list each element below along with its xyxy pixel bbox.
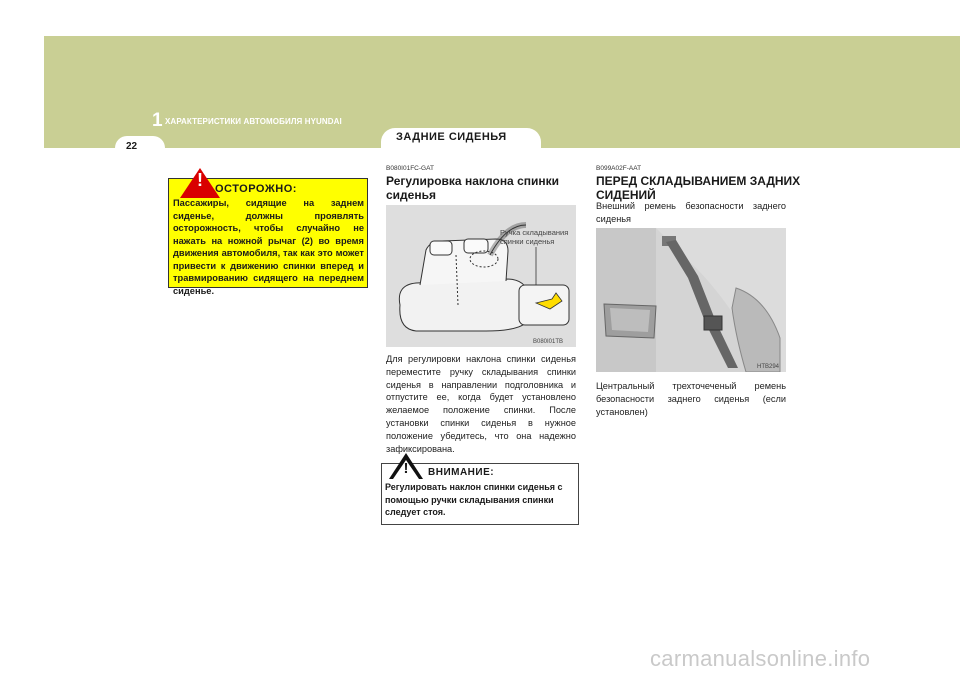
section-heading-line2: сиденья [386, 188, 436, 202]
chapter-number: 1 [152, 110, 163, 131]
section-intro-2: Внешний ремень безопасности заднего сиденья [596, 201, 786, 224]
rear-seat-illustration [386, 205, 576, 347]
figure-callout-line2: спинки сиденья [500, 237, 555, 246]
section-heading-2-line2: СИДЕНИЙ [596, 188, 656, 202]
warning-text: Пассажиры, сидящие на заднем сиденье, должны проявлять осторожность, чтобы случайно не нажать на ножной рычаг (2) во время движения автомобиля, так как это может привести к движению спинки вперед и травмированию сидящего на переднем сиденье. [173, 198, 364, 296]
notice-title: ВНИМАНИЕ: [428, 467, 495, 478]
page-number: 22 [126, 141, 138, 152]
seatbelt-drawing [596, 228, 786, 372]
section-heading-line1: Регулировка наклона спинки [386, 174, 559, 188]
section-tab-label: ЗАДНИЕ СИДЕНЬЯ [396, 131, 507, 143]
page-number-tab [115, 136, 165, 160]
exclamation-icon: ! [197, 170, 203, 190]
seatbelt-photo [596, 228, 786, 372]
figure-id: B080I01TB [533, 339, 564, 345]
section-code-2: B099A02F-AAT [596, 165, 642, 172]
section-code: B080I01FC-GAT [386, 165, 434, 172]
exclamation-icon: ! [403, 460, 409, 477]
figure-callout-line1: Ручка складывания [500, 228, 569, 237]
watermark: carmanualsonline.info [650, 646, 871, 671]
section-body-2: Центральный трехточеченый ремень безопасности заднего сиденья (если установлен) [596, 381, 786, 417]
chapter-title: ХАРАКТЕРИСТИКИ АВТОМОБИЛЯ HYUNDAI [165, 117, 342, 126]
notice-text: Регулировать наклон спинки сиденья с помощью ручки складывания спинки следует стоя. [385, 482, 563, 517]
section-heading-2-line1: ПЕРЕД СКЛАДЫВАНИЕМ ЗАДНИХ [596, 174, 801, 188]
figure-id-2: HTB294 [757, 364, 780, 370]
warning-title: ОСТОРОЖНО: [215, 183, 297, 195]
section-body: Для регулировки наклона спинки сиденья переместите ручку складывания спинки сиденья в направлении подголовника и отпустите ее, когда будет установлено желаемое положение спинки. После установки спинки сиденья в нужное положение убедитесь, что она надежно зафиксирована. [386, 354, 576, 454]
seat-drawing [386, 205, 576, 347]
